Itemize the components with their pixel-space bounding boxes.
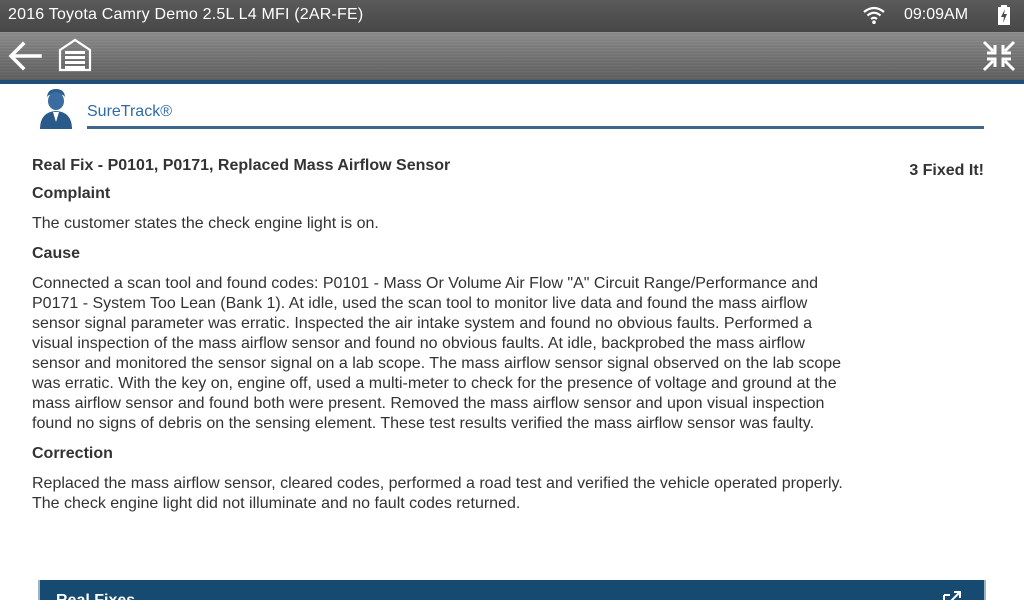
home-garage-icon[interactable]	[57, 37, 93, 73]
suretrack-rule	[87, 126, 984, 129]
popout-icon[interactable]	[942, 591, 962, 607]
real-fixes-panel-header[interactable]	[38, 580, 986, 609]
fix-title: Real Fix - P0101, P0171, Replaced Mass Airflow Sensor	[32, 157, 451, 174]
vehicle-title: 2016 Toyota Camry Demo 2.5L L4 MFI (2AR-FE)	[8, 6, 364, 23]
complaint-text: The customer states the check engine light is on.	[32, 215, 379, 232]
complaint-heading: Complaint	[32, 185, 111, 202]
real-fix-details	[32, 156, 844, 524]
status-bar	[0, 0, 1024, 32]
correction-heading: Correction	[32, 445, 113, 462]
clock: 09:09AM	[904, 6, 969, 23]
toolbar-accent-strip	[0, 80, 1024, 84]
suretrack-title: SureTrack®	[87, 103, 172, 120]
technician-avatar-icon	[38, 88, 74, 130]
wifi-icon	[863, 5, 885, 25]
battery-charging-icon	[997, 5, 1011, 26]
cause-text: Connected a scan tool and found codes: P0101 - Mass Or Volume Air Flow "A" Circuit Range/Performance and P0171 - System Too Lean (Bank 1). At idle, used the scan tool to monitor live data and found the mass airflow sensor signal parameter was erratic. Inspected the air intake system and found no obvious faults. Performed a visual inspection of the mass airflow sensor and found no obvious faults. At idle, backprobed the mass airflow sensor and monitored the sensor signal on a lab scope. The mass airflow sensor signal observed on the lab scope was erratic. With the key on, engine off, used a multi-meter to check for the presence of voltage and ground at the mass airflow sensor and found both were present. Removed the mass airflow sensor and upon visual inspection found no signs of debris on the sensing element. These test results verified the mass airflow sensor was faulty.	[32, 275, 842, 432]
fixed-it-count[interactable]: 3 Fixed It!	[909, 162, 984, 179]
correction-text: Replaced the mass airflow sensor, cleared codes, performed a road test and verified the vehicle operated properly. The check engine light did not illuminate and no fault codes returned.	[32, 475, 843, 512]
back-arrow-icon[interactable]	[6, 38, 44, 74]
exit-fullscreen-icon[interactable]	[981, 39, 1017, 73]
cause-heading: Cause	[32, 245, 81, 262]
toolbar	[0, 32, 1024, 80]
real-fixes-label: Real Fixes	[56, 592, 136, 609]
